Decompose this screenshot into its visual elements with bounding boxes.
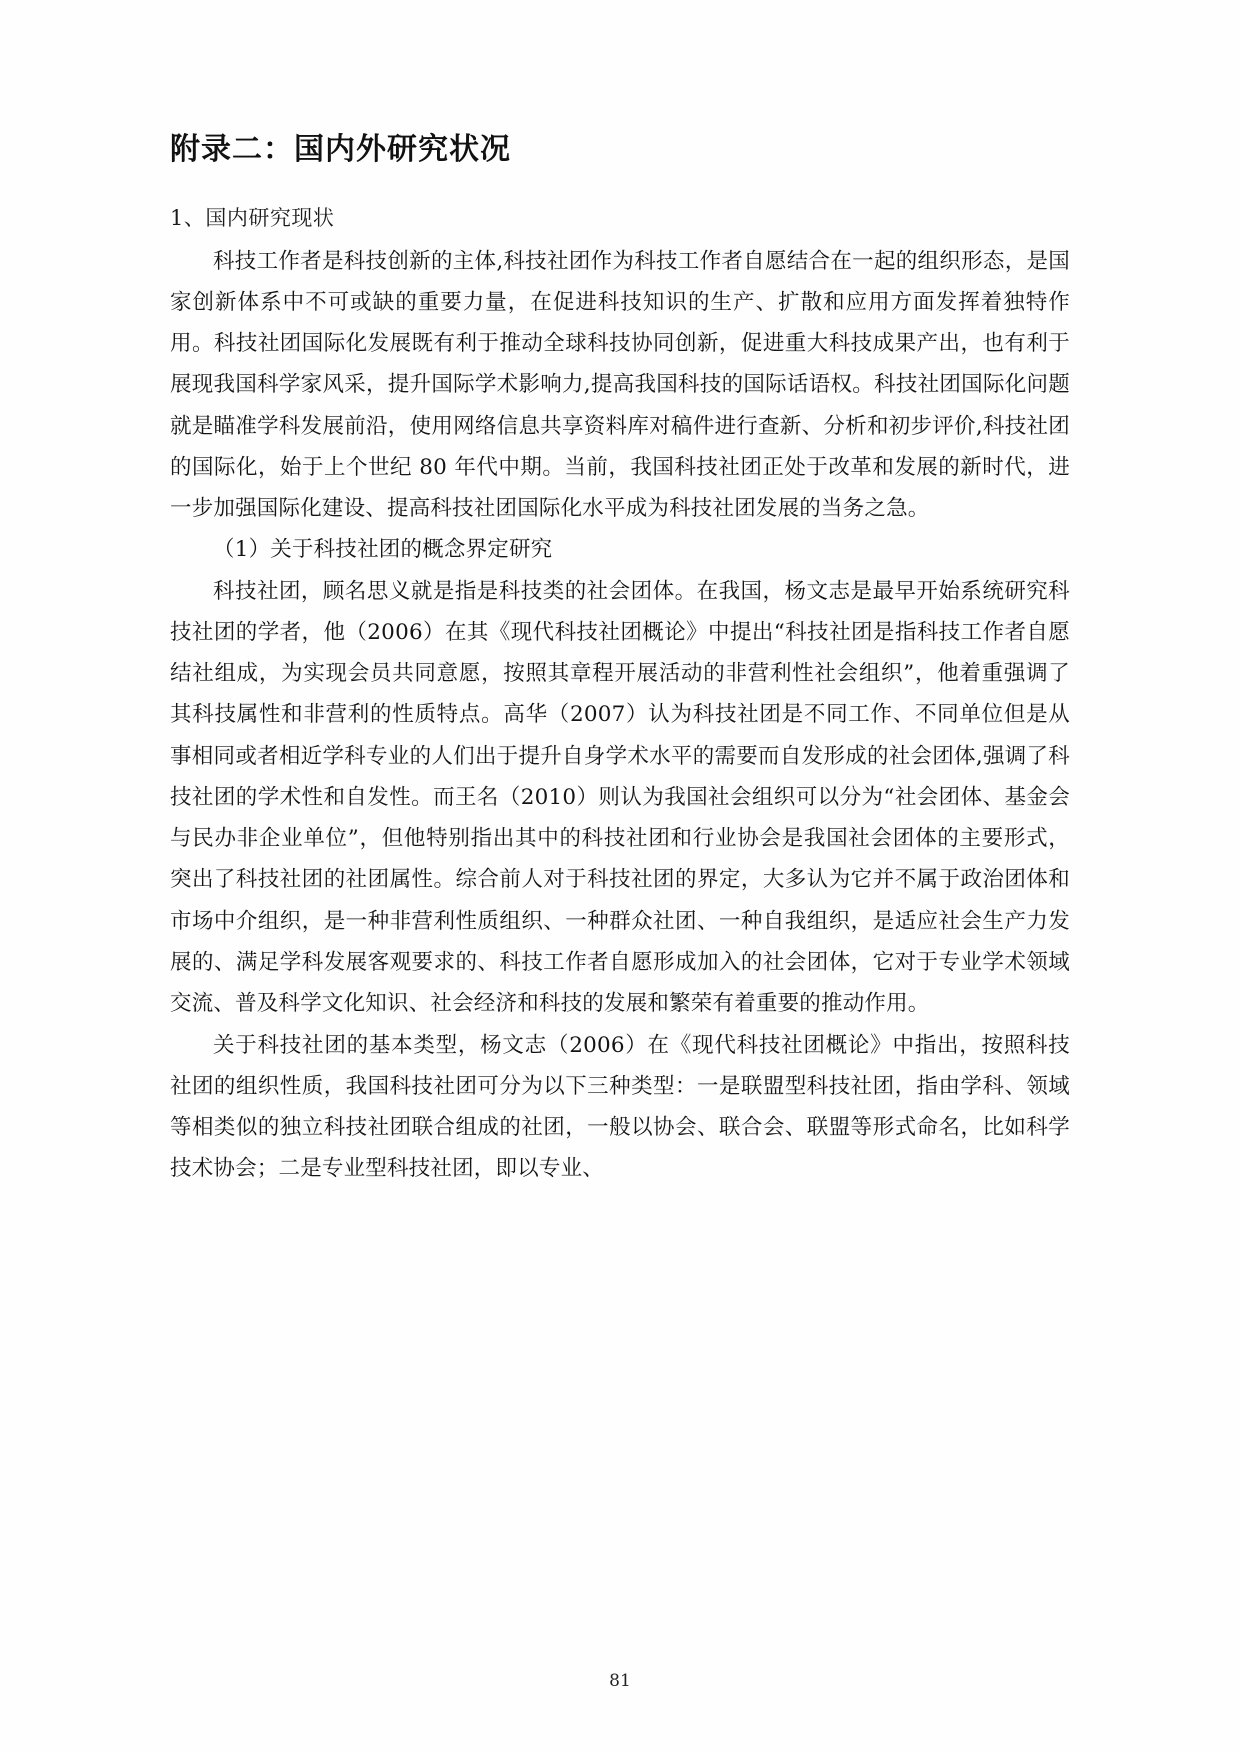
paragraph: 关于科技社团的基本类型，杨文志（2006）在《现代科技社团概论》中指出，按照科技社团的组织性质，我国科技社团可分为以下三种类型：一是联盟型科技社团，指由学科、领域等相类似的独立科技社团联合组成的社团，一般以协会、联合会、联盟等形式命名，比如科学技术协会；二是专业型科技社团，即以专业、 (170, 1032, 1070, 1182)
page-number: 81 (609, 1671, 631, 1691)
section-heading-concept-definition: （1）关于科技社团的概念界定研究 (213, 537, 553, 563)
page-title: 附录二：国内外研究状况 (170, 132, 511, 167)
section-heading-domestic-research: 1、国内研究现状 (170, 206, 335, 230)
paragraph: 科技社团，顾名思义就是指是科技类的社会团体。在我国，杨文志是最早开始系统研究科技社团的学者，他（2006）在其《现代科技社团概论》中提出“科技社团是指科技工作者自愿结社组成，为实现会员共同意愿，按照其章程开展活动的非营利性社会组织”，他着重强调了其科技属性和非营利的性质特点。高华（2007）认为科技社团是不同工作、不同单位但是从事相同或者相近学科专业的人们出于提升自身学术水平的需要而自发形成的社会团体,强调了科技社团的学术性和自发性。而王名（2010）则认为我国社会组织可以分为“社会团体、基金会与民办非企业单位”，但他特别指出其中的科技社团和行业协会是我国社会团体的主要形式，突出了科技社团的社团属性。综合前人对于科技社团的界定，大多认为它并不属于政治团体和市场中介组织，是一种非营利性质组织、一种群众社团、一种自我组织，是适应社会生产力发展的、满足学科发展客观要求的、科技工作者自愿形成加入的社会团体，它对于专业学术领域交流、普及科学文化知识、社会经济和科技的发展和繁荣有着重要的推动作用。 (170, 578, 1070, 1017)
paragraph: 科技工作者是科技创新的主体,科技社团作为科技工作者自愿结合在一起的组织形态，是国家创新体系中不可或缺的重要力量，在促进科技知识的生产、扩散和应用方面发挥着独特作用。科技社团国际化发展既有利于推动全球科技协同创新，促进重大科技成果产出，也有利于展现我国科学家风采，提升国际学术影响力,提高我国科技的国际话语权。科技社团国际化问题就是瞄准学科发展前沿，使用网络信息共享资料库对稿件进行查新、分析和初步评价,科技社团的国际化，始于上个世纪 80 年代中期。当前，我国科技社团正处于改革和发展的新时代，进一步加强国际化建设、提高科技社团国际化水平成为科技社团发展的当务之急。 (170, 248, 1070, 522)
